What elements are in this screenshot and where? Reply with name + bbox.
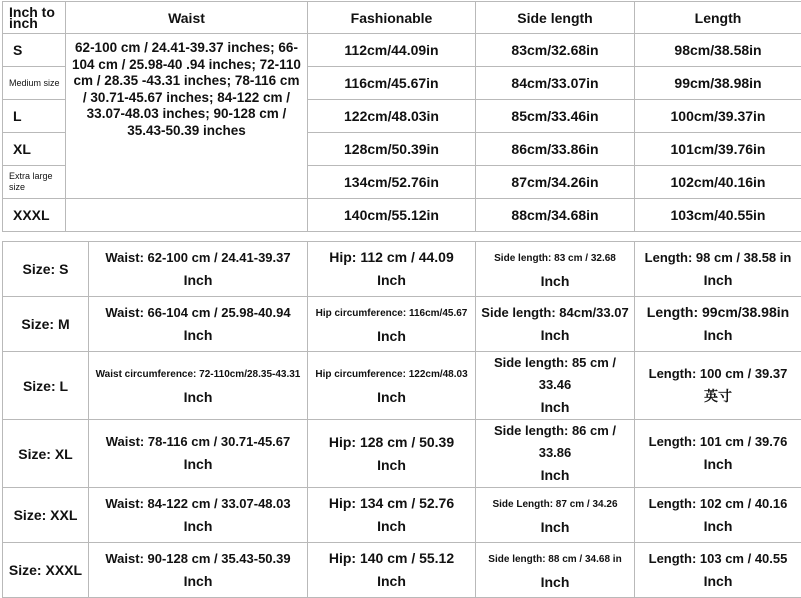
- fashionable-header: Fashionable: [308, 2, 476, 34]
- hip-text: Hip: 112 cm / 44.09: [329, 249, 454, 265]
- hip-cell: [308, 352, 476, 420]
- unit-text: Inch: [704, 272, 733, 288]
- waist-text: Waist: 62-100 cm / 24.41-39.37: [105, 250, 290, 265]
- side-text: Side length: 86 cm / 33.86: [494, 423, 616, 460]
- length-cell: 103cm/40.55in: [635, 199, 801, 232]
- waist-text: Waist circumference: 72-110cm/28.35-43.31: [96, 369, 301, 380]
- waist-cell: [89, 242, 308, 297]
- fashionable-cell: 128cm/50.39in: [308, 133, 476, 166]
- size-chart-bottom-table: [2, 241, 801, 598]
- side-length-cell: [476, 420, 635, 488]
- unit-text: Inch: [704, 327, 733, 343]
- side-length-cell: [476, 488, 635, 543]
- header-row: [3, 2, 801, 34]
- unit-text: Inch: [184, 518, 213, 534]
- unit-text: Inch: [184, 389, 213, 405]
- length-header: Length: [635, 2, 801, 34]
- table-row: [3, 543, 801, 598]
- unit-text: Inch: [184, 272, 213, 288]
- waist-text: Waist: 78-116 cm / 30.71-45.67: [106, 434, 291, 449]
- hip-text: Hip circumference: 116cm/45.67: [316, 308, 468, 319]
- table-row: [3, 297, 801, 352]
- hip-cell: [308, 488, 476, 543]
- side-length-cell: [476, 242, 635, 297]
- side-length-cell: 86cm/33.86in: [476, 133, 635, 166]
- side-length-cell: [476, 352, 635, 420]
- unit-text: Inch: [704, 518, 733, 534]
- size-cell: Size: S: [3, 242, 89, 297]
- length-text: Length: 99cm/38.98in: [647, 304, 789, 320]
- waist-empty-cell: [66, 199, 308, 232]
- waist-cell: [89, 352, 308, 420]
- hip-cell: [308, 420, 476, 488]
- length-cell: 101cm/39.76in: [635, 133, 801, 166]
- waist-header: Waist: [66, 2, 308, 34]
- table-row: [3, 420, 801, 488]
- side-length-cell: 84cm/33.07in: [476, 67, 635, 100]
- table-row: [3, 352, 801, 420]
- unit-text: Inch: [541, 519, 570, 535]
- waist-cell: [89, 543, 308, 598]
- unit-text: Inch: [184, 456, 213, 472]
- length-cell: [635, 297, 801, 352]
- table-row: [3, 242, 801, 297]
- size-cell: Medium size: [3, 67, 66, 100]
- unit-text: 英寸: [704, 388, 732, 404]
- size-cell: XXXL: [3, 199, 66, 232]
- size-cell: Size: M: [3, 297, 89, 352]
- hip-cell: [308, 297, 476, 352]
- side-length-cell: 83cm/32.68in: [476, 34, 635, 67]
- length-cell: [635, 242, 801, 297]
- waist-cell: [89, 297, 308, 352]
- fashionable-cell: 116cm/45.67in: [308, 67, 476, 100]
- waist-text: Waist: 84-122 cm / 33.07-48.03: [105, 496, 290, 511]
- unit-text: Inch: [377, 389, 406, 405]
- unit-text: Inch: [377, 457, 406, 473]
- length-cell: 98cm/38.58in: [635, 34, 801, 67]
- corner-header: Inch to inch: [3, 2, 66, 34]
- size-cell: S: [3, 34, 66, 67]
- fashionable-cell: 122cm/48.03in: [308, 100, 476, 133]
- unit-text: Inch: [541, 327, 570, 343]
- unit-text: Inch: [704, 573, 733, 589]
- side-length-header: Side length: [476, 2, 635, 34]
- length-cell: [635, 488, 801, 543]
- size-cell: Size: L: [3, 352, 89, 420]
- side-text: Side length: 85 cm / 33.46: [494, 355, 616, 392]
- fashionable-cell: 134cm/52.76in: [308, 166, 476, 199]
- side-text: Side length: 83 cm / 32.68: [494, 253, 616, 264]
- waist-cell: [89, 420, 308, 488]
- side-length-cell: 88cm/34.68in: [476, 199, 635, 232]
- size-cell: Size: XXL: [3, 488, 89, 543]
- unit-text: Inch: [704, 456, 733, 472]
- side-length-cell: [476, 543, 635, 598]
- length-cell: 100cm/39.37in: [635, 100, 801, 133]
- hip-cell: [308, 543, 476, 598]
- length-text: Length: 100 cm / 39.37: [649, 366, 788, 381]
- hip-cell: [308, 242, 476, 297]
- unit-text: Inch: [377, 328, 406, 344]
- side-text: Side length: 88 cm / 34.68 in: [488, 554, 621, 565]
- length-text: Length: 103 cm / 40.55: [649, 551, 788, 566]
- size-cell: Extra large size: [3, 166, 66, 199]
- side-length-cell: 87cm/34.26in: [476, 166, 635, 199]
- waist-merged-cell: [66, 34, 308, 199]
- unit-text: Inch: [377, 272, 406, 288]
- waist-text: Waist: 66-104 cm / 25.98-40.94: [105, 305, 290, 320]
- size-cell: Size: XXXL: [3, 543, 89, 598]
- table-row: [3, 34, 801, 67]
- length-cell: [635, 352, 801, 420]
- unit-text: Inch: [541, 273, 570, 289]
- side-text: Side length: 84cm/33.07: [481, 305, 628, 320]
- unit-text: Inch: [184, 327, 213, 343]
- unit-text: Inch: [377, 518, 406, 534]
- hip-text: Hip: 128 cm / 50.39: [329, 434, 454, 450]
- length-cell: 99cm/38.98in: [635, 67, 801, 100]
- unit-text: Inch: [184, 573, 213, 589]
- length-text: Length: 98 cm / 38.58 in: [645, 250, 792, 265]
- fashionable-cell: 112cm/44.09in: [308, 34, 476, 67]
- unit-text: Inch: [541, 467, 570, 483]
- size-cell: L: [3, 100, 66, 133]
- unit-text: Inch: [541, 399, 570, 415]
- hip-text: Hip circumference: 122cm/48.03: [315, 369, 467, 380]
- table-row: [3, 488, 801, 543]
- length-text: Length: 101 cm / 39.76: [649, 434, 788, 449]
- size-chart-top-table: [2, 1, 801, 232]
- hip-text: Hip: 134 cm / 52.76: [329, 495, 454, 511]
- length-text: Length: 102 cm / 40.16: [649, 496, 788, 511]
- fashionable-cell: 140cm/55.12in: [308, 199, 476, 232]
- size-cell: XL: [3, 133, 66, 166]
- unit-text: Inch: [377, 573, 406, 589]
- size-cell: Size: XL: [3, 420, 89, 488]
- length-cell: [635, 543, 801, 598]
- unit-text: Inch: [541, 574, 570, 590]
- table-row: [3, 199, 801, 232]
- length-cell: 102cm/40.16in: [635, 166, 801, 199]
- side-text: Side Length: 87 cm / 34.26: [492, 499, 617, 510]
- length-cell: [635, 420, 801, 488]
- waist-text: Waist: 90-128 cm / 35.43-50.39: [105, 551, 290, 566]
- side-length-cell: [476, 297, 635, 352]
- side-length-cell: 85cm/33.46in: [476, 100, 635, 133]
- waist-merged-text: 62-100 cm / 24.41-39.37 inches; 66-104 cm / 25.98-40 .94 inches; 72-110 cm / 28.35 -43.31 inches; 78-116 cm / 30.71-45.67 inches; 84-122 cm / 33.07-48.03 inches; 90-128 cm / 35.43-50.39 inches: [66, 40, 307, 140]
- waist-cell: [89, 488, 308, 543]
- hip-text: Hip: 140 cm / 55.12: [329, 550, 454, 566]
